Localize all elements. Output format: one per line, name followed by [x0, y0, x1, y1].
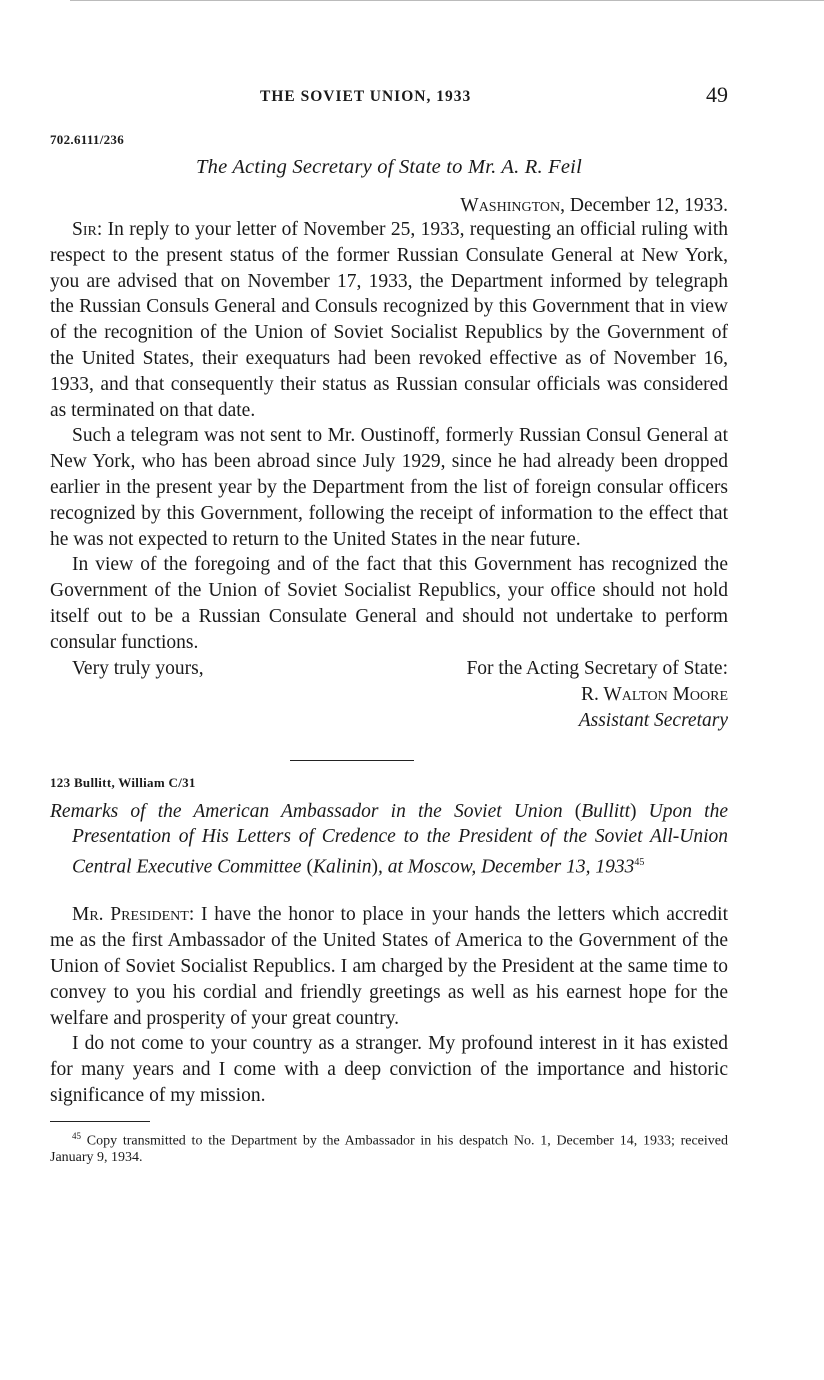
running-title: THE SOVIET UNION, 1933	[260, 88, 472, 105]
letter-paragraph-2: Such a telegram was not sent to Mr. Oustinoff, formerly Russian Consul General at New York, who has been abroad since July 1929, since he had already been dropped earlier in the present year by the Department from the list of foreign consular officers recognized by this Government, following the receipt of information to the effect that he was not expected to return to the United States in the near future.	[50, 425, 728, 550]
footnote-text: Copy transmitted to the Department by the Ambassador in his despatch No. 1, December 14, 1933; received January 9, 1934.	[50, 1133, 728, 1166]
footnote-reference: 45	[634, 857, 645, 869]
dateline-city: Washington	[460, 195, 561, 216]
salutation: Sir	[72, 219, 97, 240]
footnote-mark: 45	[72, 1130, 81, 1141]
document-1-title: The Acting Secretary of State to Mr. A. R. Feil	[196, 156, 582, 178]
remarks-paragraph-1-text: : I have the honor to place in your hands the letters which accredit me as the first Ambassador of the United States of America to the Government of the Union of Soviet Socialist Republics. I am charged by the President at the same time to convey to you his cordial and friendly greetings as well as his earnest hope for the welfare and prosperity of your great country.	[50, 904, 728, 1029]
remarks-paragraph-2: I do not come to your country as a stranger. My profound interest in it has existed for many years and I come with a deep conviction of the importance and historic significance of my mission.	[50, 1033, 728, 1107]
paren-open-2: (	[306, 856, 313, 878]
page-number: 49	[706, 82, 728, 107]
letter-paragraph-1	[50, 217, 728, 423]
title-part-2: Upon the Presentation of His Letters of Credence to the President of the Soviet All-Union Central Executive Committee	[72, 800, 728, 878]
running-head	[50, 80, 728, 114]
spacer	[50, 880, 728, 902]
paren-open-1: (	[574, 800, 582, 822]
title-name-kalinin: Kalinin	[312, 856, 372, 878]
top-rule	[70, 0, 824, 1]
document-2-title	[50, 799, 728, 881]
letter-paragraph-3: In view of the foregoing and of the fact that this Government has recognized the Government of the Union of Soviet Socialist Republics, your office should not hold itself out to be a Russian Consulate General and should not undertake to perform consular functions.	[50, 554, 728, 653]
paren-close-1: )	[630, 800, 637, 822]
title-part-3: , at Moscow, December 13, 1933	[377, 856, 635, 878]
page	[50, 80, 728, 1166]
paren-close-2: )	[371, 856, 378, 878]
file-reference-1: 702.6111/236	[50, 132, 125, 147]
remarks-paragraph-1	[50, 902, 728, 1031]
dateline	[50, 195, 728, 217]
for-line: For the Acting Secretary of State:	[466, 657, 728, 679]
complimentary-close: Very truly yours,	[72, 657, 204, 679]
letter-closing	[50, 656, 728, 734]
title-name-bullitt: Bullitt	[581, 800, 630, 822]
footnote	[50, 1128, 728, 1167]
remarks-salutation: Mr. President	[72, 904, 189, 926]
signer-name: R. Walton Moore	[580, 683, 728, 705]
signer-title: Assistant Secretary	[578, 709, 728, 731]
dateline-date: , December 12, 1933.	[560, 195, 728, 216]
file-reference-2: 123 Bullitt, William C/31	[50, 774, 196, 790]
section-separator	[290, 760, 414, 761]
footnote-rule	[50, 1121, 150, 1122]
letter-paragraph-1-text: : In reply to your letter of November 25, 1933, requesting an official ruling with respect to the present status of the former Russian Consulate General at New York, you are advised that on November 17, 1933, the Department informed by telegraph the Russian Consuls General and Consuls recognized by this Government that in view of the recognition of the Union of Soviet Socialist Republics by the Government of the United States, their exequaturs had been revoked effective as of November 16, 1933, and that consequently their status as Russian consular officials was considered as terminated on that date.	[50, 219, 728, 421]
title-part-1: Remarks of the American Ambassador in the Soviet Union	[50, 800, 575, 822]
